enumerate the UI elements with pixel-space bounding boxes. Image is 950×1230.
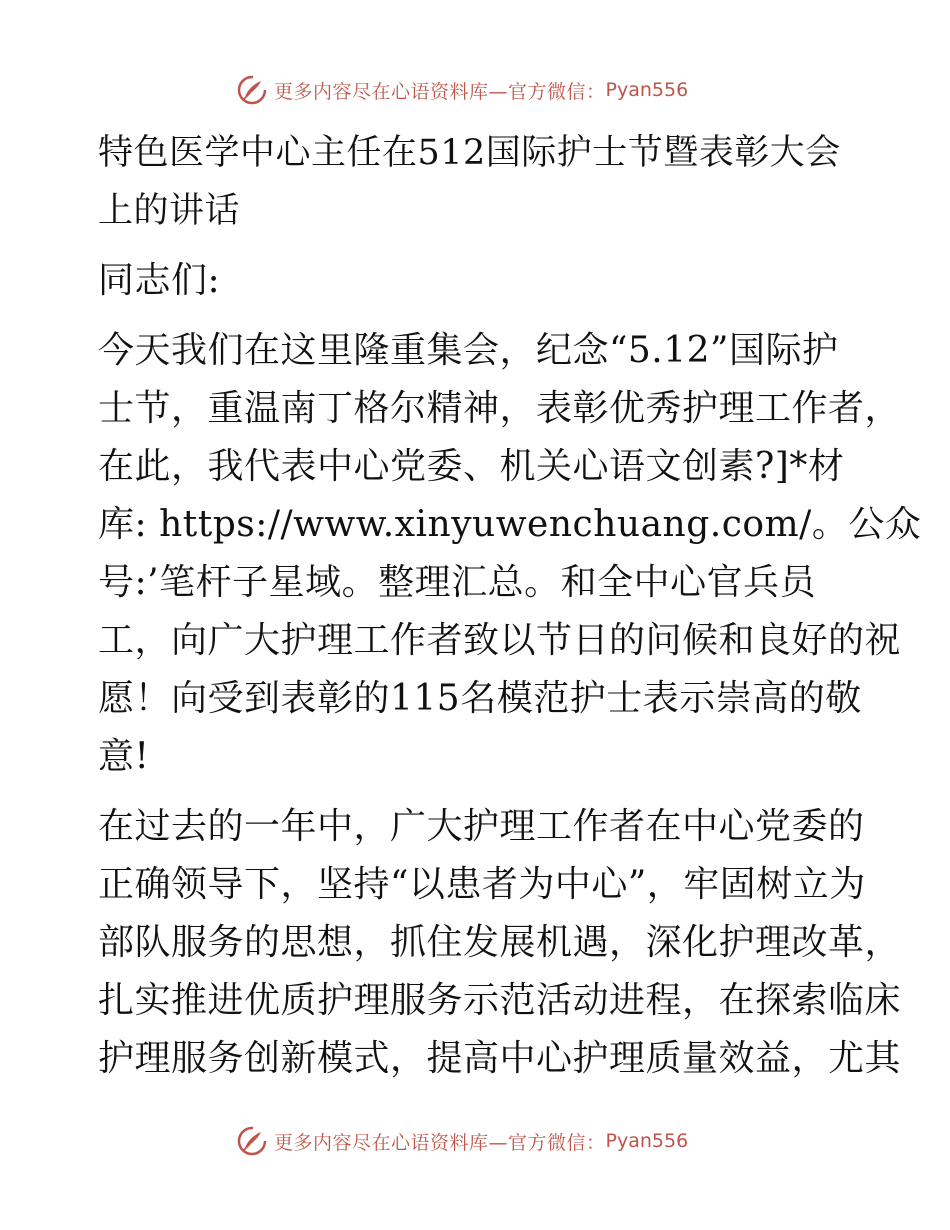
paragraph-line: 库: https://www.xinyuwenchuang.com/。公众 bbox=[98, 504, 922, 545]
document-body bbox=[98, 124, 922, 1088]
paragraph-line: 士节，重温南丁格尔精神，表彰优秀护理工作者， bbox=[98, 388, 902, 429]
watermark-banner-bottom bbox=[236, 1124, 688, 1158]
document-title-line-2: 上的讲话 bbox=[98, 191, 241, 231]
watermark-text: 更多内容尽在心语资料库—官方微信： bbox=[274, 80, 606, 103]
paragraph-line: 正确领导下，坚持“以患者为中心”，牢固树立为 bbox=[98, 864, 866, 905]
paragraph-line: 部队服务的思想，抓住发展机遇，深化护理改革， bbox=[98, 922, 902, 963]
paragraph-line: 今天我们在这里隆重集会，纪念“5.12”国际护 bbox=[98, 330, 839, 371]
paragraph-line: 愿！向受到表彰的115名模范护士表示崇高的敬 bbox=[98, 678, 862, 719]
paragraph-line: 工，向广大护理工作者致以节日的问候和良好的祝 bbox=[98, 620, 902, 661]
watermark-id: Pyan556 bbox=[605, 1130, 689, 1152]
feather-pen-circle-icon bbox=[236, 1125, 268, 1157]
paragraph-1 bbox=[98, 322, 922, 786]
salutation: 同志们: bbox=[98, 260, 221, 301]
watermark-text: 更多内容尽在心语资料库—官方微信： bbox=[274, 1131, 606, 1154]
watermark-id: Pyan556 bbox=[605, 79, 689, 101]
paragraph-line: 在此，我代表中心党委、机关心语文创素?]*材 bbox=[98, 446, 845, 487]
paragraph-line: 号:’笔杆子星域。整理汇总。和全中心官兵员 bbox=[98, 562, 817, 603]
paragraph-line: 在过去的一年中，广大护理工作者在中心党委的 bbox=[98, 806, 865, 847]
document-title-line-1: 特色医学中心主任在512国际护士节暨表彰大会 bbox=[98, 133, 841, 173]
paragraph-line: 意! bbox=[98, 736, 150, 777]
paragraph-2 bbox=[98, 798, 902, 1088]
feather-pen-circle-icon bbox=[236, 74, 268, 106]
paragraph-line: 护理服务创新模式，提高中心护理质量效益，尤其 bbox=[98, 1038, 902, 1079]
watermark-banner-top bbox=[236, 73, 688, 107]
paragraph-line: 扎实推进优质护理服务示范活动进程，在探索临床 bbox=[98, 980, 902, 1021]
